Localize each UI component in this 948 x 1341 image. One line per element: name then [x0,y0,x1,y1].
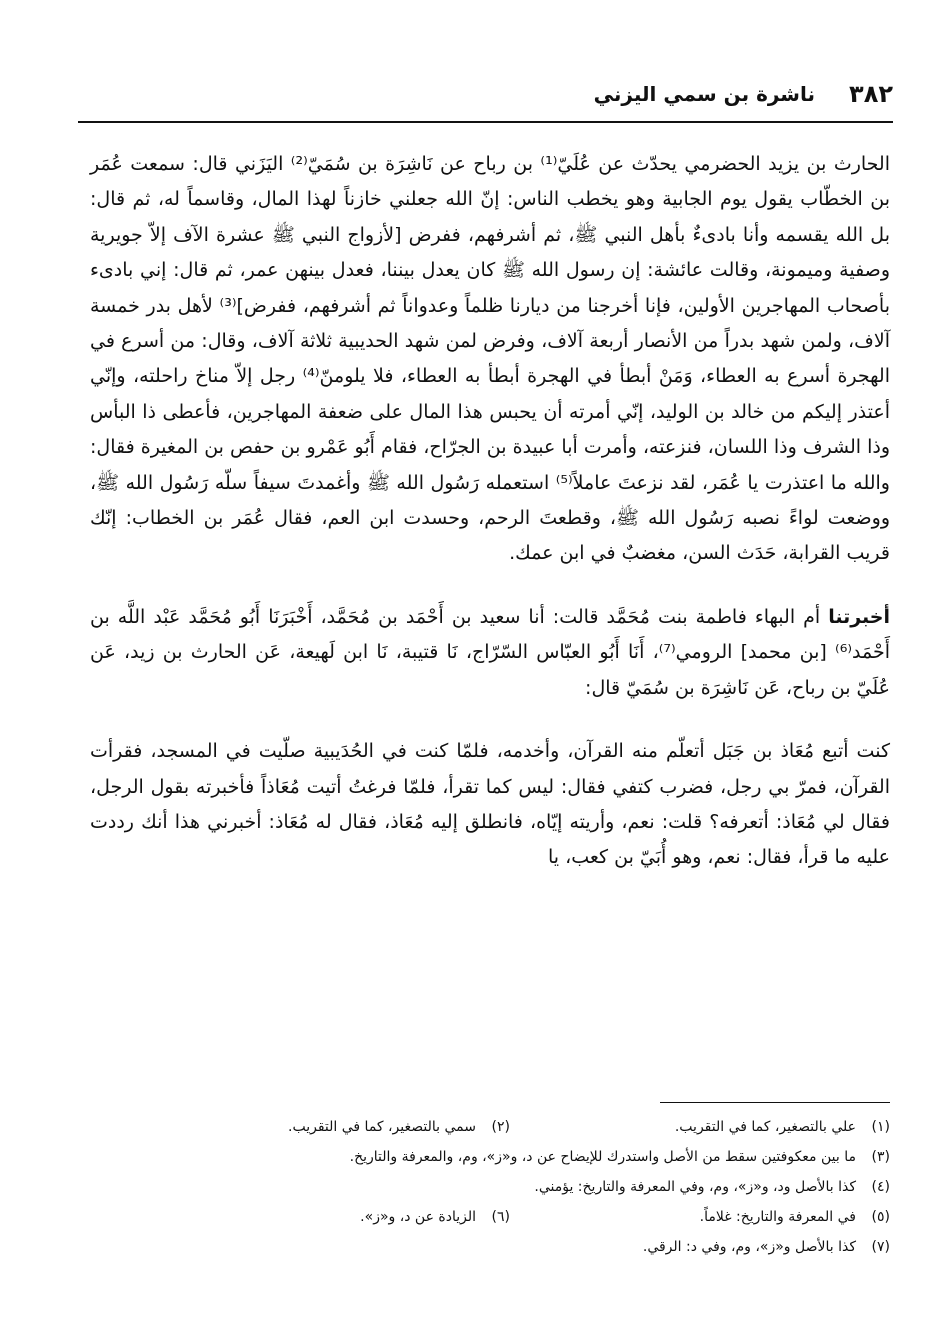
footnote [534,1172,890,1202]
paragraph [90,147,890,572]
paragraph-text: أم البهاء فاطمة بنت مُحَمَّد قالت: أنا سعيد بن أَحْمَد بن مُحَمَّد، أَخْبَرَنَا أَبُو مُحَمَّد عَبْد اللَّه بن أَحْمَد⁽⁶⁾ [بن محمد] الرومي⁽⁷⁾، أَنَا أَبُو العبّاس السّرّاج، نَا قتيبة، نَا ابن لَهيعة، عَن الحارث بن زيد، عَن عُلَيّ بن رباح، عَن نَاشِرَة بن سُمَيّ قال: [90,605,891,699]
paragraph-text: كنت أتبع مُعَاذ بن جَبَل أتعلّم منه القرآن، وأخدمه، فلمّا كنت في الحُدَيبية صلّيت في المسجد، فقرأت القرآن، فمرّ بي رجل، فضرب كتفي فقال: ليس كما تقرأ، فلمّا فرغتُ أتيت مُعَاذاً فأخبرته بقول الرجل، فقال لي مُعَاذ: أتعرفه؟ قلت: نعم، وأريته إيّاه، فانطلق إليه مُعَاذ، فقال له مُعَاذ: أخبرني هذا أنك رددت عليه ما قرأ، فقال: نعم، وهو أُبَيّ بن كعب، يا [90,740,890,869]
footnote-text: كذا بالأصل ود، و«ز»، وم، وفي المعرفة والتاريخ: يؤمني. [534,1179,856,1195]
main-text [90,147,890,876]
footnote-number: (٦) [491,1209,510,1225]
paragraph-text: الحارث بن يزيد الحضرمي يحدّث عن عُلَيّ⁽¹⁾ بن رباح عن نَاشِرَة بن سُمَيّ⁽²⁾ اليَزَني قال: سمعت عُمَر بن الخطّاب يقول يوم الجابية وهو يخطب الناس: إنّ الله جعلني خازناً لهذا المال، وقاسماً له، ثم قال: بل الله يقسمه وأنا بادىءٌ بأهل النبي ﷺ، ثم أشرفهم، ففرض [لأزواج النبي ﷺ عشرة الآف إلاّ جويرية وصفية وميمونة، وقالت عائشة: إن رسول الله ﷺ كان يعدل بيننا، فعدل بينهن عمر، ثم قال: إني بادىء بأصحاب المهاجرين الأولين، فإنا أخرجنا من ديارنا ظلماً وعدواناً ثم أشرفهم، ففرض]⁽³⁾ لأهل بدر خمسة آلاف، ولمن شهد بدراً من الأنصار أربعة آلاف، وفرض لمن شهد الحديبية ثلاثة آلاف، وقال: من أسرع في الهجرة أسرع به العطاء، وَمَنْ أبطأ في الهجرة أبطأ به العطاء، فلا يلومنّ⁽⁴⁾ رجل إلاّ مناخ راحلته، وإنّي أعتذر إليكم من خالد بن الوليد، إنّي أمرته أن يحبس هذا المال على ضعفة المهاجرين، فأعطى ذا البأس وذا الشرف وذا اللسان، فنزعته، وأمرت أبا عبيدة بن الجرّاح، فقام أَبُو عَمْرو بن حفص بن المغيرة فقال: والله ما اعتذرت يا عُمَر، لقد نزعتَ عاملاً⁽⁵⁾ استعمله رَسُول الله ﷺ وأغمدتَ سيفاً سلّه رَسُول الله ﷺ، ووضعت لواءً نصبه رَسُول الله ﷺ، وقطعتَ الرحم، وحسدت ابن العم، فقال عُمَر بن الخطاب: إنّك قريب القرابة، حَدَث السن، مغضبٌ في ابن عمك. [90,153,891,565]
footnote-number: (٣) [871,1149,890,1165]
footnote [510,1112,890,1142]
footnote [643,1232,890,1262]
footnote-line [90,1232,890,1262]
footnote-text: ما بين معكوفتين سقط من الأصل واستدرك للإيضاح عن د، و«ز»، وم، والمعرفة والتاريخ. [349,1149,856,1165]
footnote-number: (٤) [871,1179,890,1195]
footnote [360,1202,510,1232]
footnote-number: (٥) [871,1209,890,1225]
footnote-text: سمي بالتصغير، كما في التقريب. [288,1119,476,1135]
footnote-number: (١) [871,1119,890,1135]
paragraph [90,734,890,876]
footnote-line [90,1202,890,1232]
footnote [350,1142,890,1172]
page-header [78,78,893,118]
footnote [288,1112,510,1142]
paragraph-lead: أخبرتنا [828,605,890,628]
footnote-number: (٢) [491,1119,510,1135]
footnote-rule [660,1102,890,1103]
header-rule [78,121,893,123]
footnote-text: في المعرفة والتاريخ: غلاماً. [699,1209,856,1225]
footnote-text: علي بالتصغير، كما في التقريب. [674,1119,856,1135]
footnote-line [90,1172,890,1202]
footnote-line [90,1142,890,1172]
page-number: ٣٨٢ [849,80,893,108]
footnote-number: (٧) [871,1239,890,1255]
footnotes [90,1112,890,1262]
paragraph [90,600,890,706]
footnote-text: الزيادة عن د، و«ز». [360,1209,476,1225]
running-title: ناشرة بن سمي اليزني [593,82,815,106]
footnote-text: كذا بالأصل و«ز»، وم، وفي د: الرقي. [642,1239,856,1255]
footnote [510,1202,890,1232]
footnote-line [90,1112,890,1142]
